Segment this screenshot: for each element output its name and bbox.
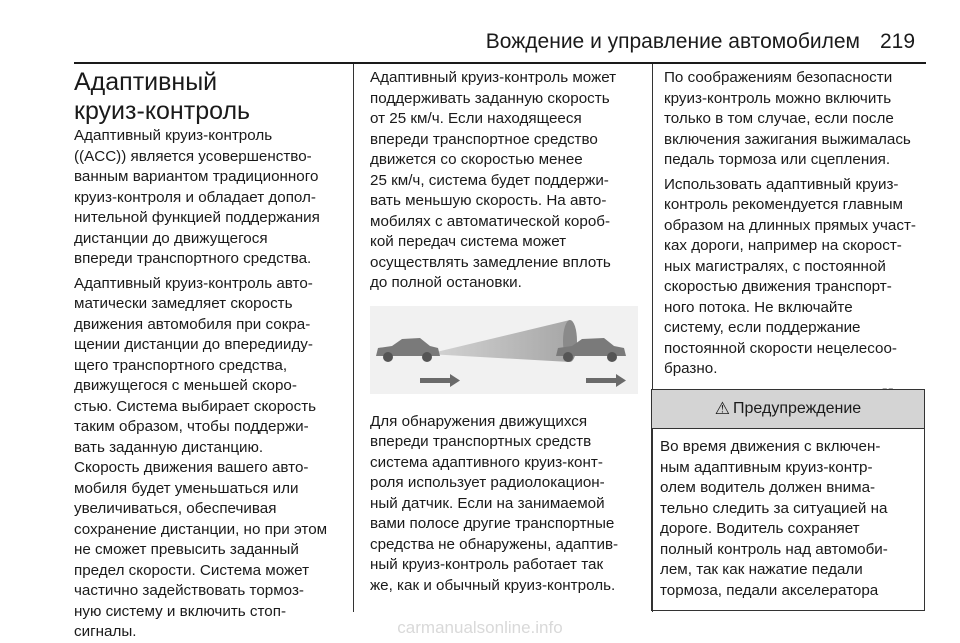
- text-line: Адаптивный круиз-контроль авто-: [74, 274, 313, 292]
- text-line: Во время движения с включен-: [660, 438, 881, 455]
- text-line: ный датчик. Если на занимаемой: [370, 494, 605, 512]
- warning-title: Предупреждение: [733, 400, 862, 417]
- text-line: только в том случае, если после: [664, 110, 894, 127]
- text-line: стью. Система выбирает скорость: [74, 397, 317, 415]
- text-line: увеличиваться, обеспечивая: [74, 500, 277, 517]
- text-line: движется со скоростью менее: [370, 151, 583, 168]
- text-line: движения автомобиля при сокра-: [74, 315, 311, 333]
- text-line: круиз-контроль: [74, 97, 251, 125]
- text-line: ную систему и включить стоп-: [74, 602, 287, 620]
- paragraph-function: [74, 274, 344, 643]
- section-heading: [74, 68, 344, 126]
- text-line: круиз-контроль можно включить: [664, 89, 892, 107]
- text-line: тормоза, педали акселератора: [660, 581, 879, 599]
- watermark: carmanualsonline.info: [397, 618, 563, 637]
- paragraph-speed-range: [370, 68, 642, 294]
- text-line: вать заданную дистанцию.: [74, 438, 264, 456]
- text-line: образом на длинных прямых участ-: [664, 216, 916, 234]
- text-line: лем, так как нажатие педали: [660, 561, 863, 578]
- text-line: нительной функцией поддержания: [74, 209, 320, 226]
- text-line: дороге. Водитель сохраняет: [660, 520, 860, 537]
- paragraph-usage: [664, 175, 926, 380]
- text-line: педаль тормоза или сцепления.: [664, 151, 891, 168]
- text-line: ках дороги, например на скорост-: [664, 237, 902, 254]
- column-divider-1: [353, 64, 354, 612]
- text-line: бразно.: [664, 360, 718, 377]
- text-line: Адаптивный: [74, 68, 218, 96]
- text-line: По соображениям безопасности: [664, 69, 893, 86]
- text-line: включения зажигания выжималась: [664, 130, 911, 148]
- text-line: движущегося с меньшей скоро-: [74, 377, 297, 394]
- text-line: сигналы.: [74, 623, 137, 640]
- speed-arrow-ahead: [586, 374, 626, 387]
- text-line: впереди транспортных средств: [370, 433, 592, 450]
- paragraph-safety: [664, 68, 926, 171]
- text-line: система адаптивного круиз-конт-: [370, 453, 603, 471]
- text-line: предел скорости. Система может: [74, 561, 310, 579]
- text-line: 25 км/ч, система будет поддержи-: [370, 171, 609, 189]
- column-3: [664, 68, 926, 427]
- text-line: Адаптивный круиз-контроль может: [370, 69, 617, 86]
- text-line: круиз-контроля и обладает допол-: [74, 188, 316, 206]
- text-line: тельно следить за ситуацией на: [660, 499, 888, 517]
- text-line: кой передач система может: [370, 233, 567, 250]
- text-line: мобилях с автоматической короб-: [370, 212, 611, 230]
- text-line: от 25 км/ч. Если находящееся: [370, 110, 582, 127]
- text-line: ным адаптивным круиз-контр-: [660, 458, 873, 476]
- paragraph-intro: [74, 126, 344, 270]
- page-number: 219: [880, 30, 916, 53]
- text-line: щении дистанции до впередииду-: [74, 336, 313, 353]
- text-line: вами полосе другие транспортные: [370, 515, 615, 532]
- text-line: впереди транспортное средство: [370, 130, 598, 148]
- text-line: поддерживать заданную скорость: [370, 89, 610, 107]
- warning-text: [652, 429, 924, 601]
- text-line: же, как и обычный круиз-контроль.: [370, 576, 616, 594]
- radar-beam: [428, 320, 570, 362]
- text-line: ного потока. Не включайте: [664, 298, 853, 316]
- text-line: до полной остановки.: [370, 274, 522, 291]
- warning-box: [651, 389, 925, 611]
- text-line: олем водитель должен внима-: [660, 479, 876, 496]
- text-line: скоростью движения транспорт-: [664, 278, 892, 295]
- text-line: контроль рекомендуется главным: [664, 196, 903, 213]
- text-line: матически замедляет скорость: [74, 295, 293, 312]
- text-line: сохранение дистанции, но при этом: [74, 520, 328, 538]
- text-line: щего транспортного средства,: [74, 356, 288, 374]
- text-line: ных магистралях, с постоянной: [664, 257, 886, 275]
- text-line: мобиля будет уменьшаться или: [74, 479, 299, 497]
- text-line: ванным вариантом традиционного: [74, 168, 319, 185]
- text-line: частично задействовать тормоз-: [74, 582, 304, 599]
- column-1: [74, 68, 344, 643]
- text-line: постоянной скорости нецелесоо-: [664, 339, 897, 357]
- text-line: ((ACC)) является усовершенство-: [74, 147, 312, 165]
- text-line: впереди транспортного средства.: [74, 250, 312, 267]
- text-line: Для обнаружения движущихся: [370, 412, 588, 430]
- text-line: вать меньшую скорость. На авто-: [370, 192, 607, 209]
- text-line: Использовать адаптивный круиз-: [664, 175, 899, 193]
- acc-illustration: [370, 306, 638, 394]
- text-line: таким образом, чтобы поддержи-: [74, 418, 309, 435]
- text-line: Скорость движения вашего авто-: [74, 459, 309, 476]
- warning-triangle-icon: ⚠: [714, 399, 731, 418]
- text-line: роля использует радиолокацион-: [370, 474, 605, 491]
- text-line: дистанции до движущегося: [74, 229, 268, 247]
- column-2: [370, 68, 642, 600]
- text-line: осуществлять замедление вплоть: [370, 253, 611, 271]
- warning-header: [652, 390, 924, 429]
- speed-arrow-own: [420, 374, 460, 387]
- text-line: не сможет превысить заданный: [74, 541, 299, 558]
- text-line: полный контроль над автомоби-: [660, 540, 888, 558]
- header-rule: [74, 62, 926, 64]
- text-line: средства не обнаружены, адаптив-: [370, 535, 619, 553]
- acc-diagram-svg: [370, 306, 638, 394]
- header-title: Вождение и управление автомобилем: [485, 30, 860, 53]
- text-line: систему, если поддержание: [664, 319, 861, 336]
- text-line: Адаптивный круиз-контроль: [74, 127, 273, 144]
- paragraph-radar: [370, 412, 642, 597]
- text-line: ный круиз-контроль работает так: [370, 556, 604, 573]
- own-car: [376, 338, 440, 362]
